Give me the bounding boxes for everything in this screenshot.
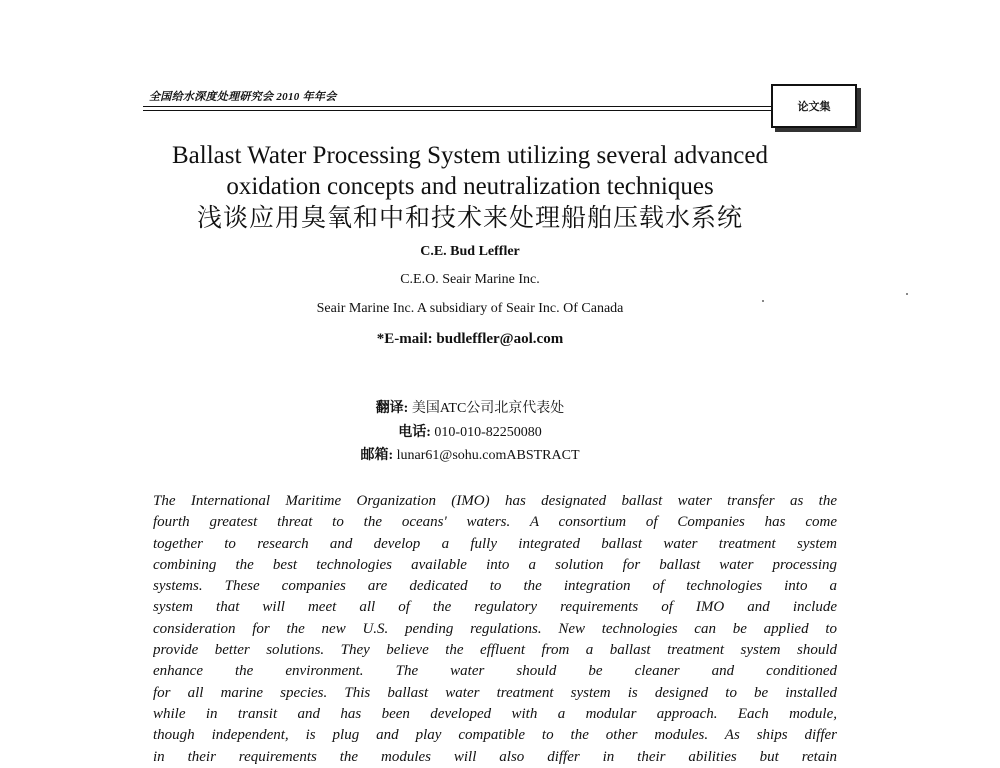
translator-line bbox=[100, 397, 840, 417]
abstract-line: consideration for the new U.S. pending regulations. New technologies can be applied to bbox=[153, 620, 837, 637]
translator-value: 美国ATC公司北京代表处 bbox=[411, 401, 565, 416]
conference-header: 全国给水深度处理研究会 2010 年年会 bbox=[149, 91, 337, 103]
phone-value: 010-010-82250080 bbox=[434, 425, 542, 440]
title-chinese: 浅谈应用臭氧和中和技术来处理船舶压载水系统 bbox=[196, 203, 743, 232]
abstract-line: The International Maritime Organization (IMO) has designated ballast water transfer as the bbox=[153, 493, 837, 509]
header-rule-thin bbox=[143, 110, 775, 111]
author-position: C.E.O. Seair Marine Inc. bbox=[400, 272, 540, 287]
title-line-2: oxidation concepts and neutralization techniques bbox=[226, 173, 714, 200]
abstract-line: in their requirements the modules will also differ in their abilities but retain bbox=[153, 748, 837, 765]
author-email: *E-mail: budleffler@aol.com bbox=[376, 331, 564, 347]
author-organization: Seair Marine Inc. A subsidiary of Seair Inc. Of Canada bbox=[316, 301, 624, 316]
paper-title bbox=[100, 140, 840, 234]
mail-value: lunar61@sohu.comABSTRACT bbox=[396, 448, 580, 463]
scan-speck bbox=[906, 293, 908, 295]
header-rule bbox=[143, 106, 775, 107]
translator-label: 翻译: bbox=[375, 401, 409, 416]
abstract-line: enhance the environment. The water should be cleaner and conditioned bbox=[153, 663, 837, 680]
abstract-line: fourth greatest threat to the oceans' waters. A consortium of Companies has come bbox=[153, 514, 837, 531]
mail-line bbox=[100, 444, 840, 464]
abstract-line: system that will meet all of the regulatory requirements of IMO and include bbox=[153, 599, 837, 616]
abstract-line: together to research and develop a fully integrated ballast water treatment system bbox=[153, 535, 837, 552]
phone-label: 电话: bbox=[398, 425, 431, 440]
abstract bbox=[153, 491, 837, 768]
abstract-line: provide better solutions. They believe the effluent from a ballast treatment system should bbox=[153, 642, 837, 659]
scan-speck bbox=[762, 300, 764, 302]
title-line-1: Ballast Water Processing System utilizing several advanced bbox=[172, 142, 768, 169]
section-label-box bbox=[771, 84, 857, 128]
abstract-line: systems. These companies are dedicated to the integration of technologies into a bbox=[153, 578, 837, 595]
abstract-line: though independent, is plug and play compatible to the other modules. As ships differ bbox=[153, 727, 837, 744]
abstract-line: for all marine species. This ballast water treatment system is designed to be installed bbox=[153, 684, 837, 701]
abstract-line: combining the best technologies available into a solution for ballast water processing bbox=[153, 556, 837, 573]
author-name: C.E. Bud Leffler bbox=[420, 244, 520, 259]
abstract-line: while in transit and has been developed with a modular approach. Each module, bbox=[153, 705, 837, 722]
phone-line bbox=[100, 421, 840, 441]
section-label: 论文集 bbox=[797, 101, 831, 113]
mail-label: 邮箱: bbox=[360, 448, 394, 463]
